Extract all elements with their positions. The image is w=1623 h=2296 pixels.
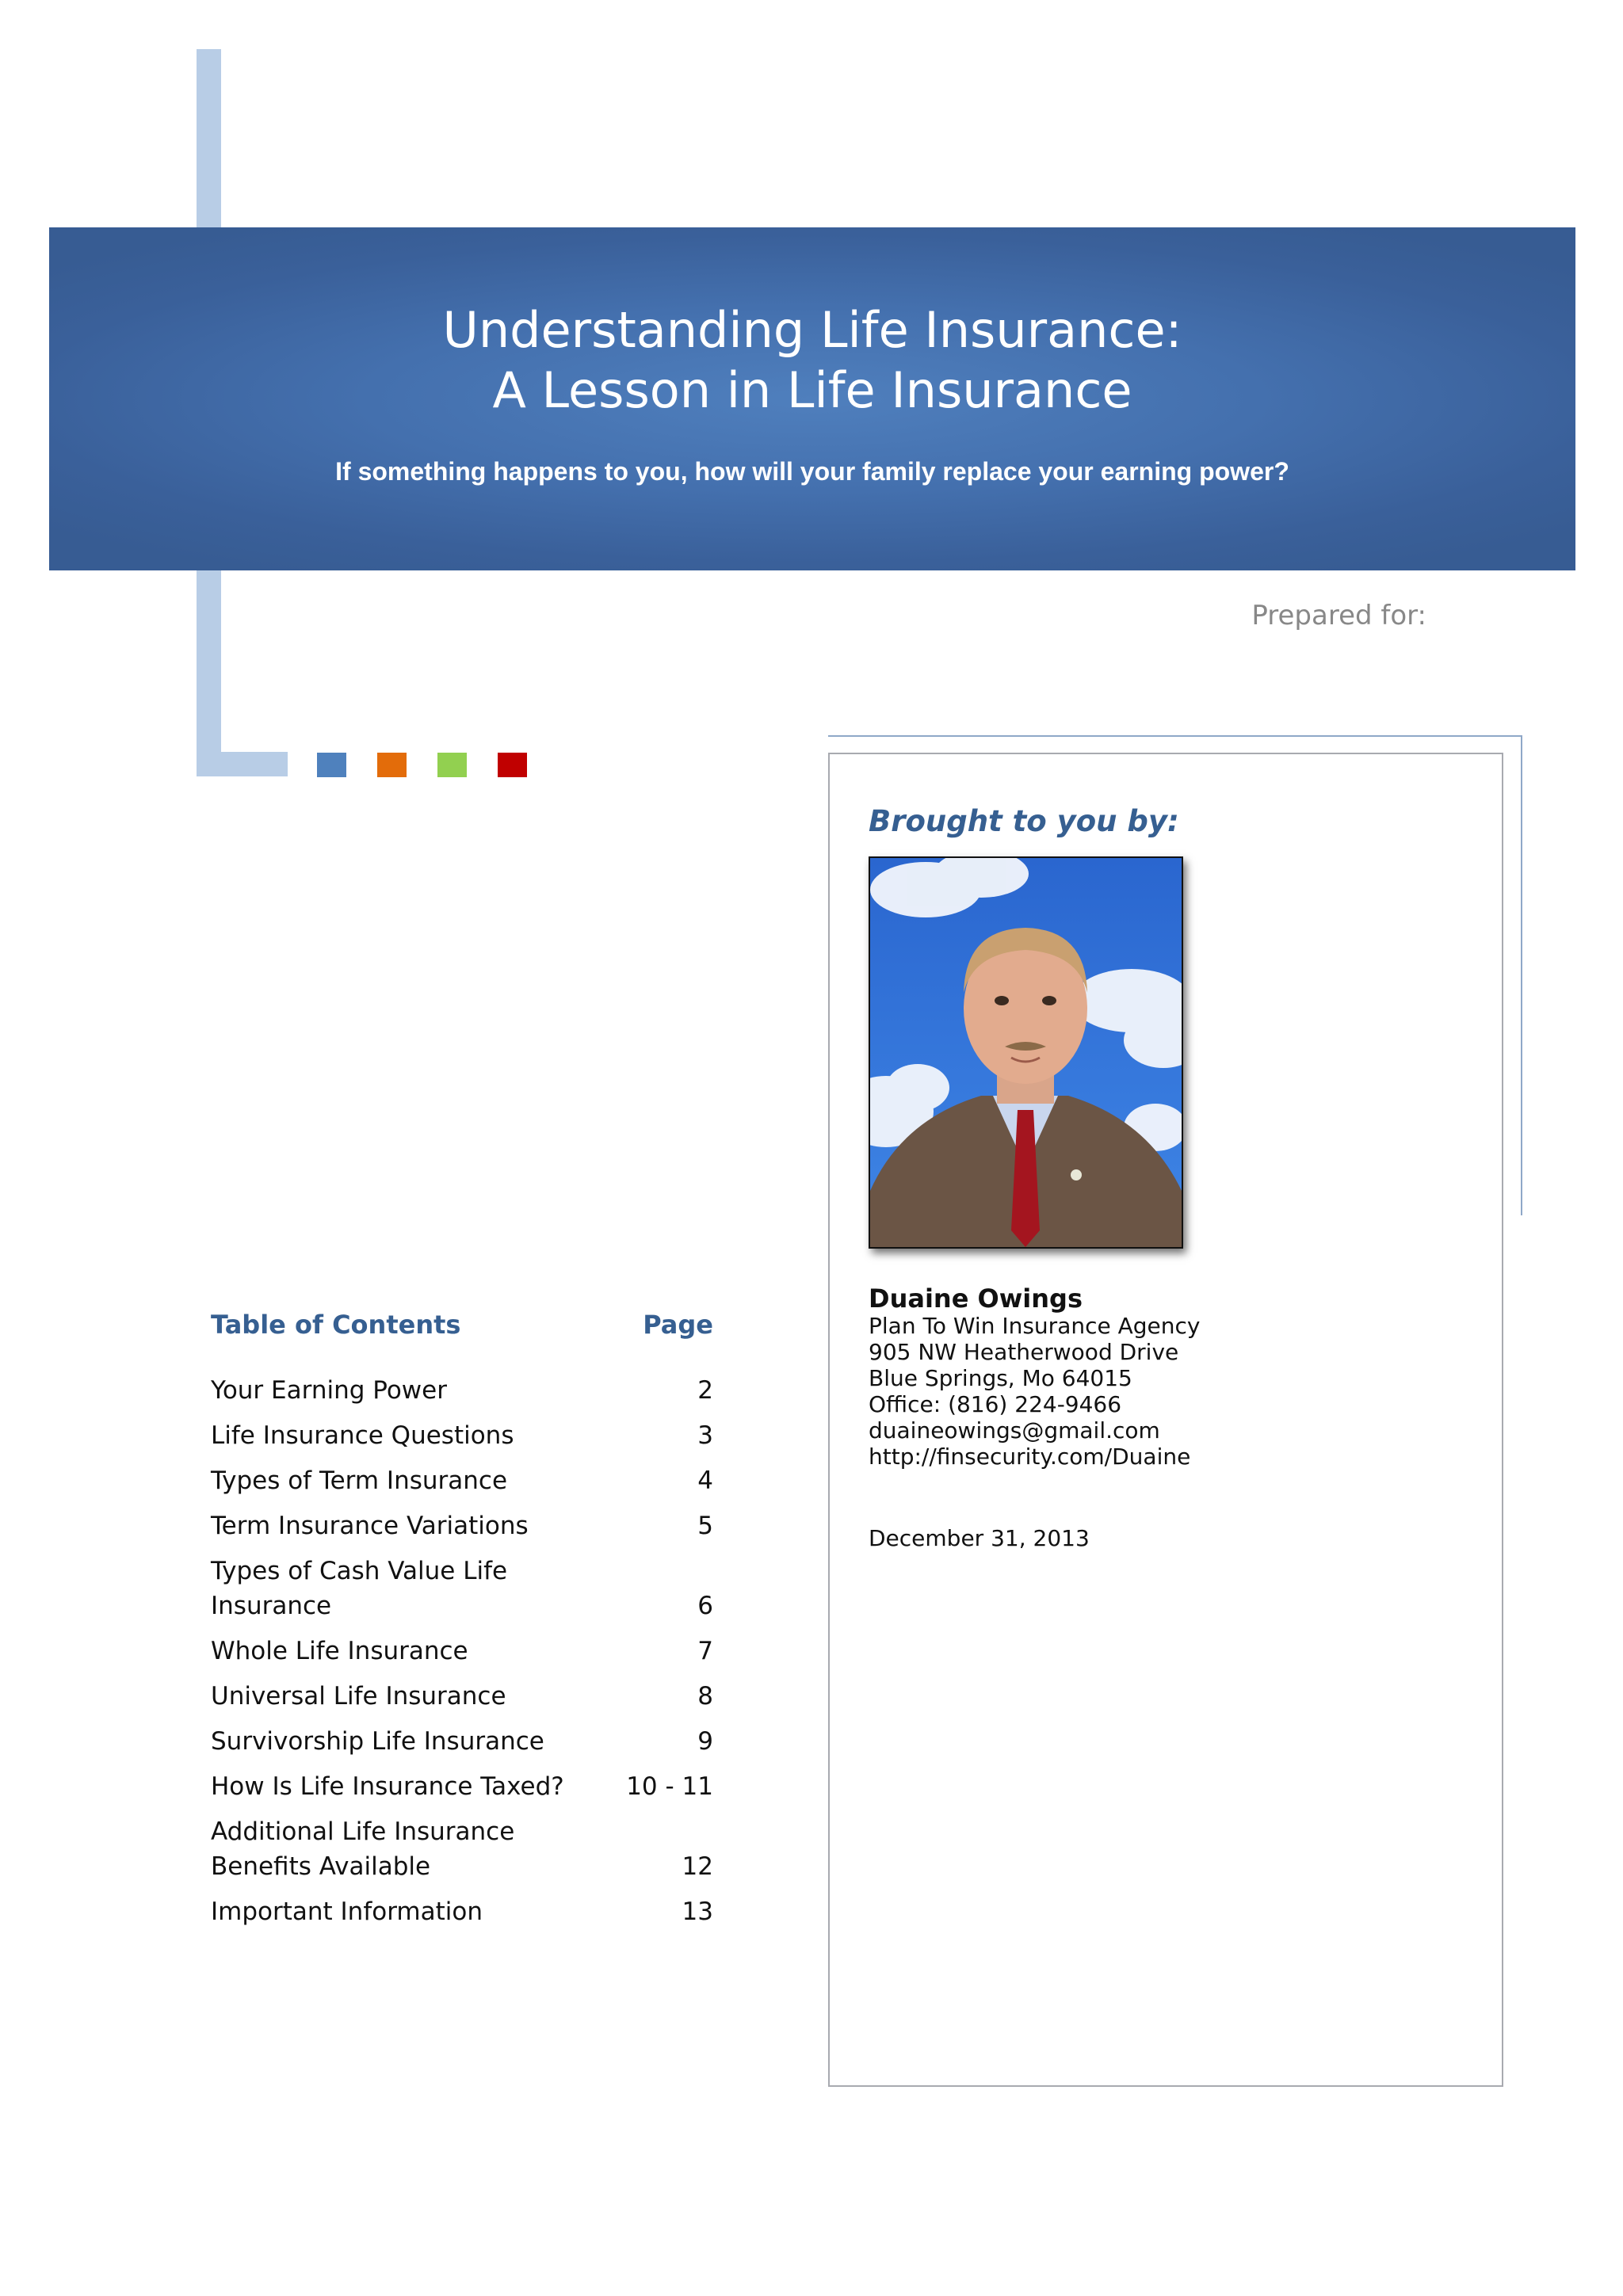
toc-item-label: Types of Cash Value Life Insurance xyxy=(211,1557,508,1620)
toc-item-label: Types of Term Insurance xyxy=(211,1466,508,1495)
toc-item-page: 10 - 11 xyxy=(626,1772,713,1801)
toc-item-label: Universal Life Insurance xyxy=(211,1682,506,1711)
toc-list xyxy=(211,1373,713,1939)
toc-item-page: 12 xyxy=(682,1852,713,1881)
toc-row[interactable] xyxy=(211,1769,713,1804)
card-frame-top xyxy=(828,735,1522,737)
toc-item-page: 4 xyxy=(697,1466,713,1495)
toc-item-label: Survivorship Life Insurance xyxy=(211,1727,544,1756)
agent-name: Duaine Owings xyxy=(869,1283,1083,1314)
toc-heading: Table of Contents xyxy=(211,1310,461,1340)
agent-agency: Plan To Win Insurance Agency xyxy=(869,1313,1201,1339)
brought-to-you-label: Brought to you by: xyxy=(869,804,1179,838)
toc-page-heading: Page xyxy=(643,1310,713,1340)
decor-square-blue xyxy=(317,753,346,777)
toc-item-label: Important Information xyxy=(211,1897,483,1926)
toc-row[interactable] xyxy=(211,1894,713,1929)
toc-item-page: 5 xyxy=(697,1512,713,1540)
banner-title-line1: Understanding Life Insurance: xyxy=(442,301,1182,359)
toc-item-label: Term Insurance Variations xyxy=(211,1512,529,1540)
decor-square-red xyxy=(498,753,527,777)
toc-row[interactable] xyxy=(211,1724,713,1759)
toc-item-label: How Is Life Insurance Taxed? xyxy=(211,1772,564,1801)
toc-item-label: Whole Life Insurance xyxy=(211,1637,468,1665)
agent-photo xyxy=(869,856,1183,1249)
toc-item-label: Life Insurance Questions xyxy=(211,1421,514,1450)
banner-title xyxy=(49,300,1575,421)
agent-address-line1: 905 NW Heatherwood Drive xyxy=(869,1339,1179,1365)
toc-row[interactable] xyxy=(211,1814,713,1884)
agent-email[interactable]: duaineowings@gmail.com xyxy=(869,1417,1160,1444)
toc-row[interactable] xyxy=(211,1463,713,1498)
toc-row[interactable] xyxy=(211,1418,713,1453)
toc-item-page: 13 xyxy=(682,1897,713,1926)
toc-item-page: 6 xyxy=(697,1592,713,1620)
toc-item-page: 7 xyxy=(697,1637,713,1665)
agent-address-line2: Blue Springs, Mo 64015 xyxy=(869,1365,1132,1391)
decor-bracket-horizontal xyxy=(197,752,288,776)
banner-subtitle: If something happens to you, how will your family replace your earning power? xyxy=(335,457,1289,486)
document-date: December 31, 2013 xyxy=(869,1525,1090,1551)
toc-row[interactable] xyxy=(211,1679,713,1714)
title-banner xyxy=(49,227,1575,570)
toc-row[interactable] xyxy=(211,1634,713,1669)
toc-item-label: Your Earning Power xyxy=(211,1376,447,1405)
toc-item-page: 9 xyxy=(697,1727,713,1756)
agent-website[interactable]: http://finsecurity.com/Duaine xyxy=(869,1444,1191,1470)
toc-item-page: 3 xyxy=(697,1421,713,1450)
prepared-for-label: Prepared for: xyxy=(1251,600,1426,631)
agent-phone: Office: (816) 224-9466 xyxy=(869,1391,1122,1417)
decor-square-green xyxy=(437,753,467,777)
decor-square-orange xyxy=(377,753,407,777)
toc-item-label: Additional Life Insurance Benefits Available xyxy=(211,1817,515,1881)
toc-item-page: 2 xyxy=(697,1376,713,1405)
card-frame-right xyxy=(1521,735,1522,1215)
toc-row[interactable] xyxy=(211,1373,713,1408)
toc-row[interactable] xyxy=(211,1554,713,1623)
toc-row[interactable] xyxy=(211,1508,713,1543)
banner-title-line2: A Lesson in Life Insurance xyxy=(492,361,1132,419)
toc-item-page: 8 xyxy=(697,1682,713,1711)
